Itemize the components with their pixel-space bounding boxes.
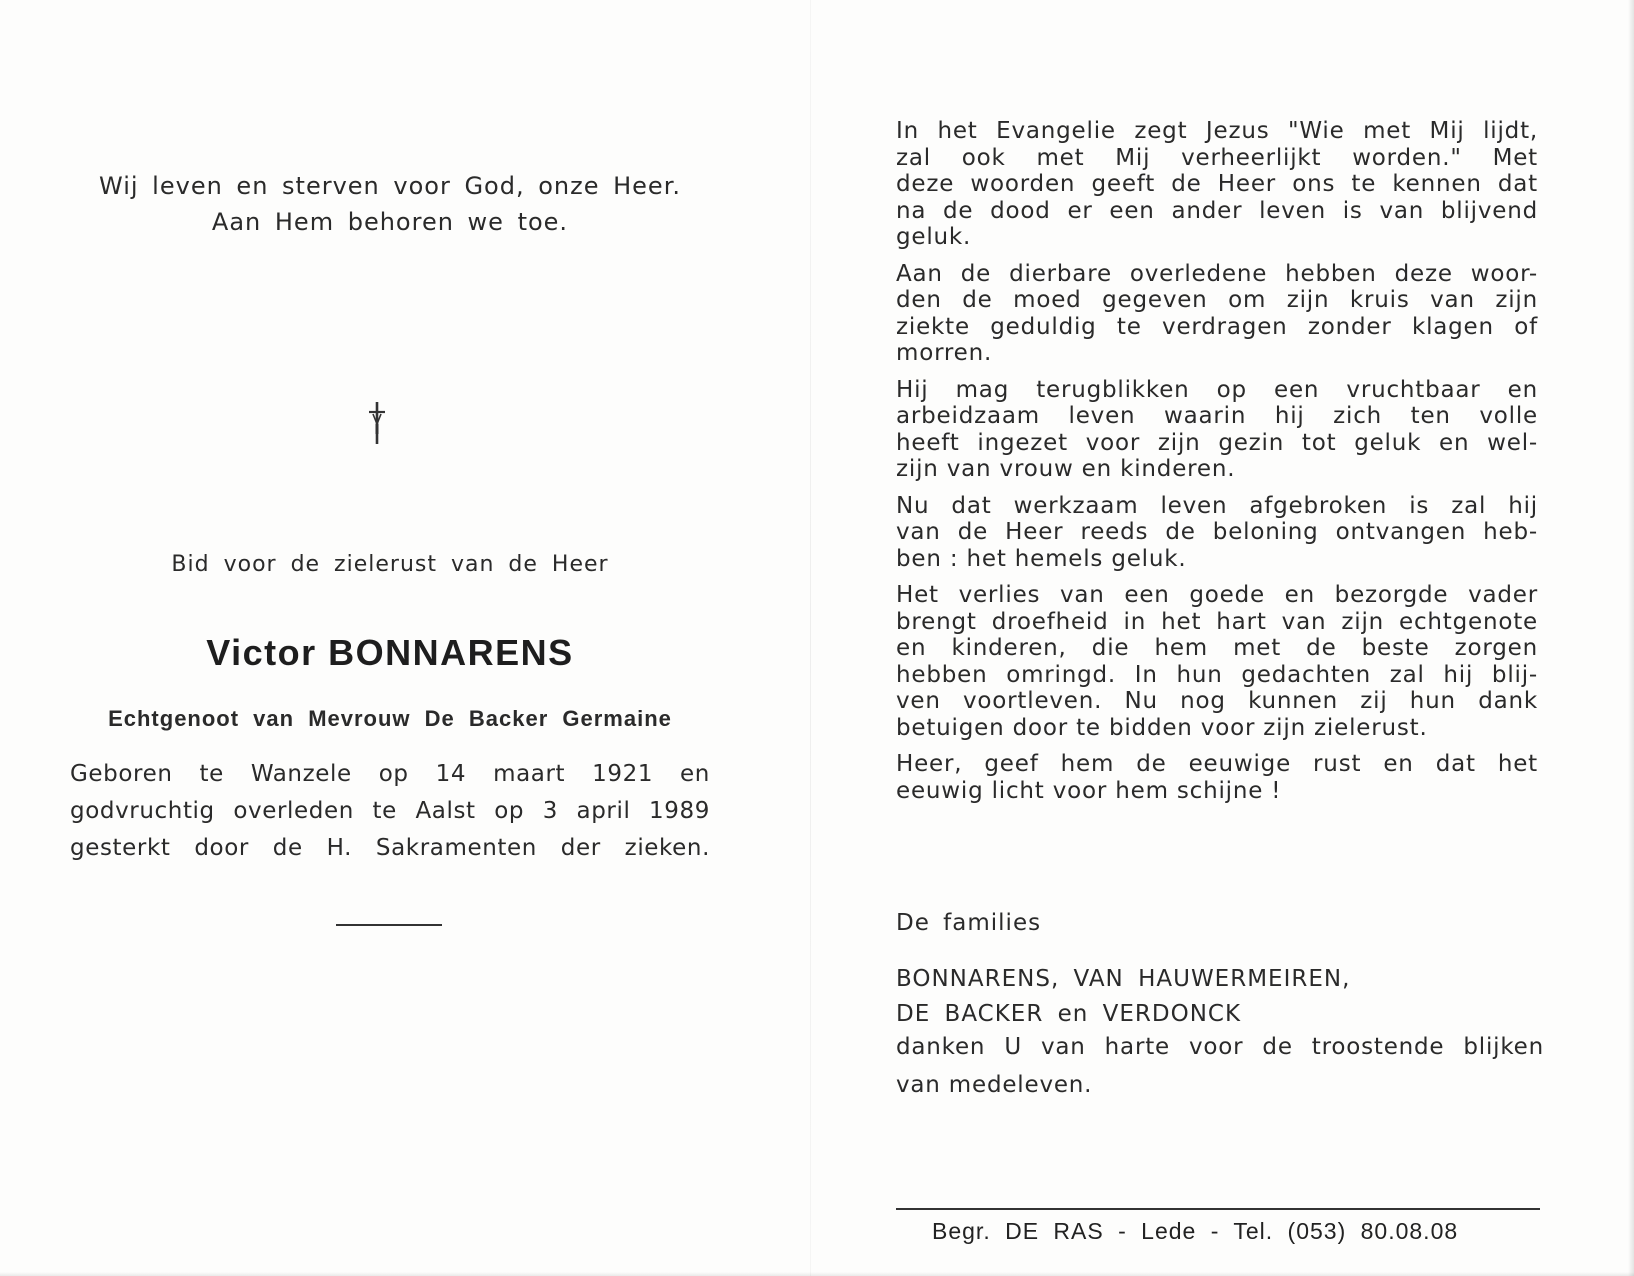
text-line: brengt droefheid in het hart van zijn echtgenote: [896, 608, 1538, 635]
family-names: [896, 962, 1350, 1032]
card-edge-shadow: [1628, 0, 1634, 1276]
paragraph: [896, 493, 1538, 573]
text-line: eeuwig licht voor hem schijne !: [896, 777, 1282, 804]
right-panel: [896, 0, 1544, 1276]
footer-rule: [896, 1208, 1540, 1210]
motto-line: Aan Hem behoren we toe.: [211, 208, 569, 236]
text-line: hebben omringd. In hun gedachten zal hij blij-: [896, 661, 1538, 688]
text-line: zijn van vrouw en kinderen.: [896, 456, 1236, 482]
text-line: Heer, geef hem de eeuwige rust en dat het: [896, 751, 1538, 777]
deceased-name: Victor BONNARENS: [206, 632, 574, 673]
text-line: van de Heer reeds de beloning ontvangen heb-: [896, 519, 1538, 545]
text-line: Het verlies van een goede en bezorgde vader: [896, 582, 1538, 608]
paragraph: [896, 751, 1538, 804]
text-line: betuigen door te bidden voor zijn zielerust.: [896, 714, 1428, 741]
motto: [60, 168, 720, 240]
paragraph: [896, 261, 1538, 367]
text-line: zal ook met Mij verheerlijkt worden." Met: [896, 144, 1538, 171]
text-line: ziekte geduldig te verdragen zonder klagen of: [896, 313, 1538, 340]
text-line: na de dood er een ander leven is van blijvend: [896, 197, 1538, 224]
prayer-line: Bid voor de zielerust van de Heer: [171, 552, 609, 577]
text-line: In het Evangelie zegt Jezus "Wie met Mij lijdt,: [896, 118, 1538, 144]
text-line: arbeidzaam leven waarin hij zich ten volle: [896, 403, 1538, 429]
family-names-line: BONNARENS, VAN HAUWERMEIREN,: [896, 966, 1351, 992]
family-names-line: DE BACKER en VERDONCK: [896, 1001, 1242, 1027]
text-line: deze woorden geeft de Heer ons te kennen dat: [896, 171, 1538, 197]
text-line: heeft ingezet voor zijn gezin tot geluk en wel-: [896, 429, 1538, 456]
text-line: Nu dat werkzaam leven afgebroken is zal hij: [896, 492, 1538, 519]
bio-line: godvruchtig overleden te Aalst op 3 april 1989: [70, 798, 710, 824]
text-line: den de moed gegeven om zijn kruis van zijn: [896, 287, 1538, 313]
biography: [70, 756, 710, 867]
text-line: en kinderen, die hem met de beste zorgen: [896, 635, 1538, 661]
paragraph: [896, 118, 1538, 251]
cross-icon: [366, 400, 388, 446]
text-line: Aan de dierbare overledene hebben deze woor-: [896, 260, 1538, 287]
thanks-text: [896, 1028, 1544, 1104]
families-intro: De families: [896, 910, 1042, 936]
text-line: geluk.: [896, 224, 972, 250]
text-line: ben : het hemels geluk.: [896, 545, 1187, 572]
text-line: Hij mag terugblikken op een vruchtbaar en: [896, 376, 1538, 403]
motto-line: Wij leven en sterven voor God, onze Heer.: [99, 172, 681, 200]
paragraph: [896, 377, 1538, 483]
left-panel: [60, 0, 720, 1276]
text-line: morren.: [896, 340, 993, 366]
divider: [336, 924, 442, 926]
card-fold: [810, 0, 811, 1276]
spouse-line: Echtgenoot van Mevrouw De Backer Germaine: [108, 706, 672, 731]
text-line: danken U van harte voor de troostende blijken: [896, 1034, 1544, 1060]
bio-line: Geboren te Wanzele op 14 maart 1921 en: [70, 761, 710, 787]
condolence-text: [896, 118, 1538, 814]
paragraph: [896, 582, 1538, 741]
text-line: van medeleven.: [896, 1072, 1093, 1098]
text-line: ven voortleven. Nu nog kunnen zij hun dank: [896, 688, 1538, 714]
printer-credit: Begr. DE RAS - Lede - Tel. (053) 80.08.08: [932, 1218, 1459, 1244]
bio-line: gesterkt door de H. Sakramenten der zieken.: [70, 835, 710, 861]
